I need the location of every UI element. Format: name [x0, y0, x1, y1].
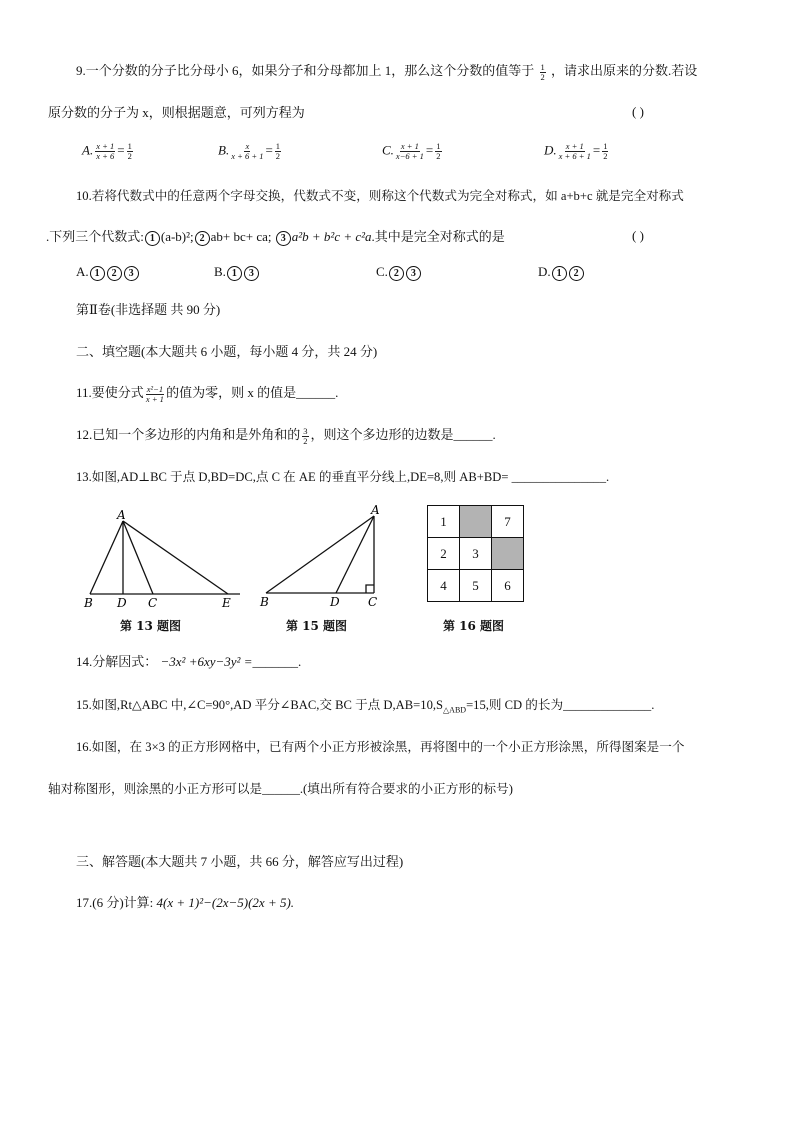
- circled-number: 1: [145, 231, 160, 246]
- fig15-label-a: A: [371, 503, 380, 517]
- fig13-label-d: D: [117, 596, 127, 610]
- fig15-caption: 第 15 题图: [286, 619, 348, 633]
- fig13-label-c: C: [148, 596, 158, 610]
- fig13-label-a: A: [117, 508, 126, 522]
- circled-number: 2: [195, 231, 210, 246]
- q9-option-c[interactable]: C. $\frac{x + 1}{x-6 + 1}$ = $\frac{1}{2}$: [382, 141, 441, 161]
- q11-line: 11.要使分式 $\frac{\text{x²−1}}{x + 1}$ 的值为零，则 x 的值是______.: [76, 383, 339, 404]
- q10-answer-paren: ( ): [632, 228, 644, 243]
- grid-cell-6[interactable]: 6: [492, 570, 524, 602]
- q10-option-c[interactable]: C. 2 3: [376, 264, 422, 281]
- fig15-label-c: C: [368, 595, 378, 609]
- grid-cell-shaded: [460, 506, 492, 538]
- q10-option-b[interactable]: B. 1 3: [214, 264, 260, 281]
- q9-line1: [76, 62, 697, 82]
- circled-number: 3: [276, 231, 291, 246]
- q9-fraction: $\frac{1}{2}$: [540, 61, 545, 82]
- section2-title: 二、填空题(本大题共 6 小题，每小题 4 分，共 24 分): [76, 344, 378, 359]
- q13-line: 13.如图,AD⊥BC 于点 D,BD=DC,点 C 在 AE 的垂直平分线上,DE=8,则 AB+BD= _______________.: [76, 470, 610, 484]
- q9-text-b: ，请求出原来的分数.若设: [551, 63, 698, 78]
- fig13-label-e: E: [222, 596, 231, 610]
- fig15-label-b: B: [260, 595, 269, 609]
- q16-line2: 轴对称图形，则涂黑的小正方形可以是______.(填出所有符合要求的小正方形的标号): [48, 782, 513, 796]
- grid-cell-1[interactable]: 1: [428, 506, 460, 538]
- q9-answer-paren: ( ): [632, 104, 644, 119]
- q9-line2: 原分数的分子为 x，则根据题意，可列方程为: [48, 105, 305, 120]
- q10-line1: 10.若将代数式中的任意两个字母交换，代数式不变，则称这个代数式为完全对称式，如 a+b+c 就是完全对称式: [76, 189, 684, 203]
- q15-line: 15.如图,Rt△ABC 中,∠C=90°,AD 平分∠BAC,交 BC 于点 $D,AB=10,S_{\triangle ABD}=15$,则 CD 的长为______________.: [76, 698, 655, 715]
- grid-cell-5[interactable]: 5: [460, 570, 492, 602]
- figure-13: [80, 508, 250, 613]
- fig16-caption: 第 16 题图: [443, 619, 505, 633]
- q9-option-a[interactable]: A. $\frac{x + 1}{x + 6}$ = $\frac{1}{2}$: [82, 141, 132, 161]
- grid-cell-shaded: [492, 538, 524, 570]
- figure-16-grid: [427, 505, 524, 602]
- q9-option-d[interactable]: D. $\frac{x + 1}{x + 6 + 1}$ = $\frac{1}{2}$: [544, 141, 608, 161]
- q10-option-a[interactable]: A. 1 2 3: [76, 264, 140, 281]
- figure-15: [256, 500, 396, 613]
- fig15-label-d: D: [330, 595, 340, 609]
- grid-cell-2[interactable]: 2: [428, 538, 460, 570]
- grid-cell-7[interactable]: 7: [492, 506, 524, 538]
- grid-cell-3[interactable]: 3: [460, 538, 492, 570]
- q12-line: 12.已知一个多边形的内角和是外角和的 $\frac{3}{2}$ ，则这个多边形的边数是______.: [76, 425, 496, 446]
- fig13-label-b: B: [84, 596, 93, 610]
- q16-line1: 16.如图，在 3×3 的正方形网格中，已有两个小正方形被涂黑，再将图中的一个小正方形涂黑，所得图案是一个: [76, 740, 685, 754]
- q9-option-b[interactable]: B. $\frac{x}{x + 6 + 1}$ = $\frac{1}{2}$: [218, 141, 281, 161]
- q17-line: 17.(6 分)计算: 4(x + 1)²−(2x−5)(2x + 5).: [76, 895, 295, 910]
- section3-title: 三、解答题(本大题共 7 小题，共 66 分，解答应写出过程): [76, 854, 404, 869]
- q10-option-d[interactable]: D. 1 2: [538, 264, 585, 281]
- q9-text-a: 9.一个分数的分子比分母小 6，如果分子和分母都加上 1，那么这个分数的值等于: [76, 63, 535, 78]
- part2-title: 第Ⅱ卷(非选择题 共 90 分): [76, 302, 221, 317]
- q14-line: 14.分解因式： −3x² +6xy−3y² =_______.: [76, 654, 302, 669]
- fig13-caption: 第 13 题图: [120, 619, 182, 633]
- q10-line2: .下列三个代数式: 1 (a-b)²; 2 ab+ bc+ ca; 3 a²b + b²c + c²a.其中是完全对称式的是: [46, 229, 505, 244]
- grid-cell-4[interactable]: 4: [428, 570, 460, 602]
